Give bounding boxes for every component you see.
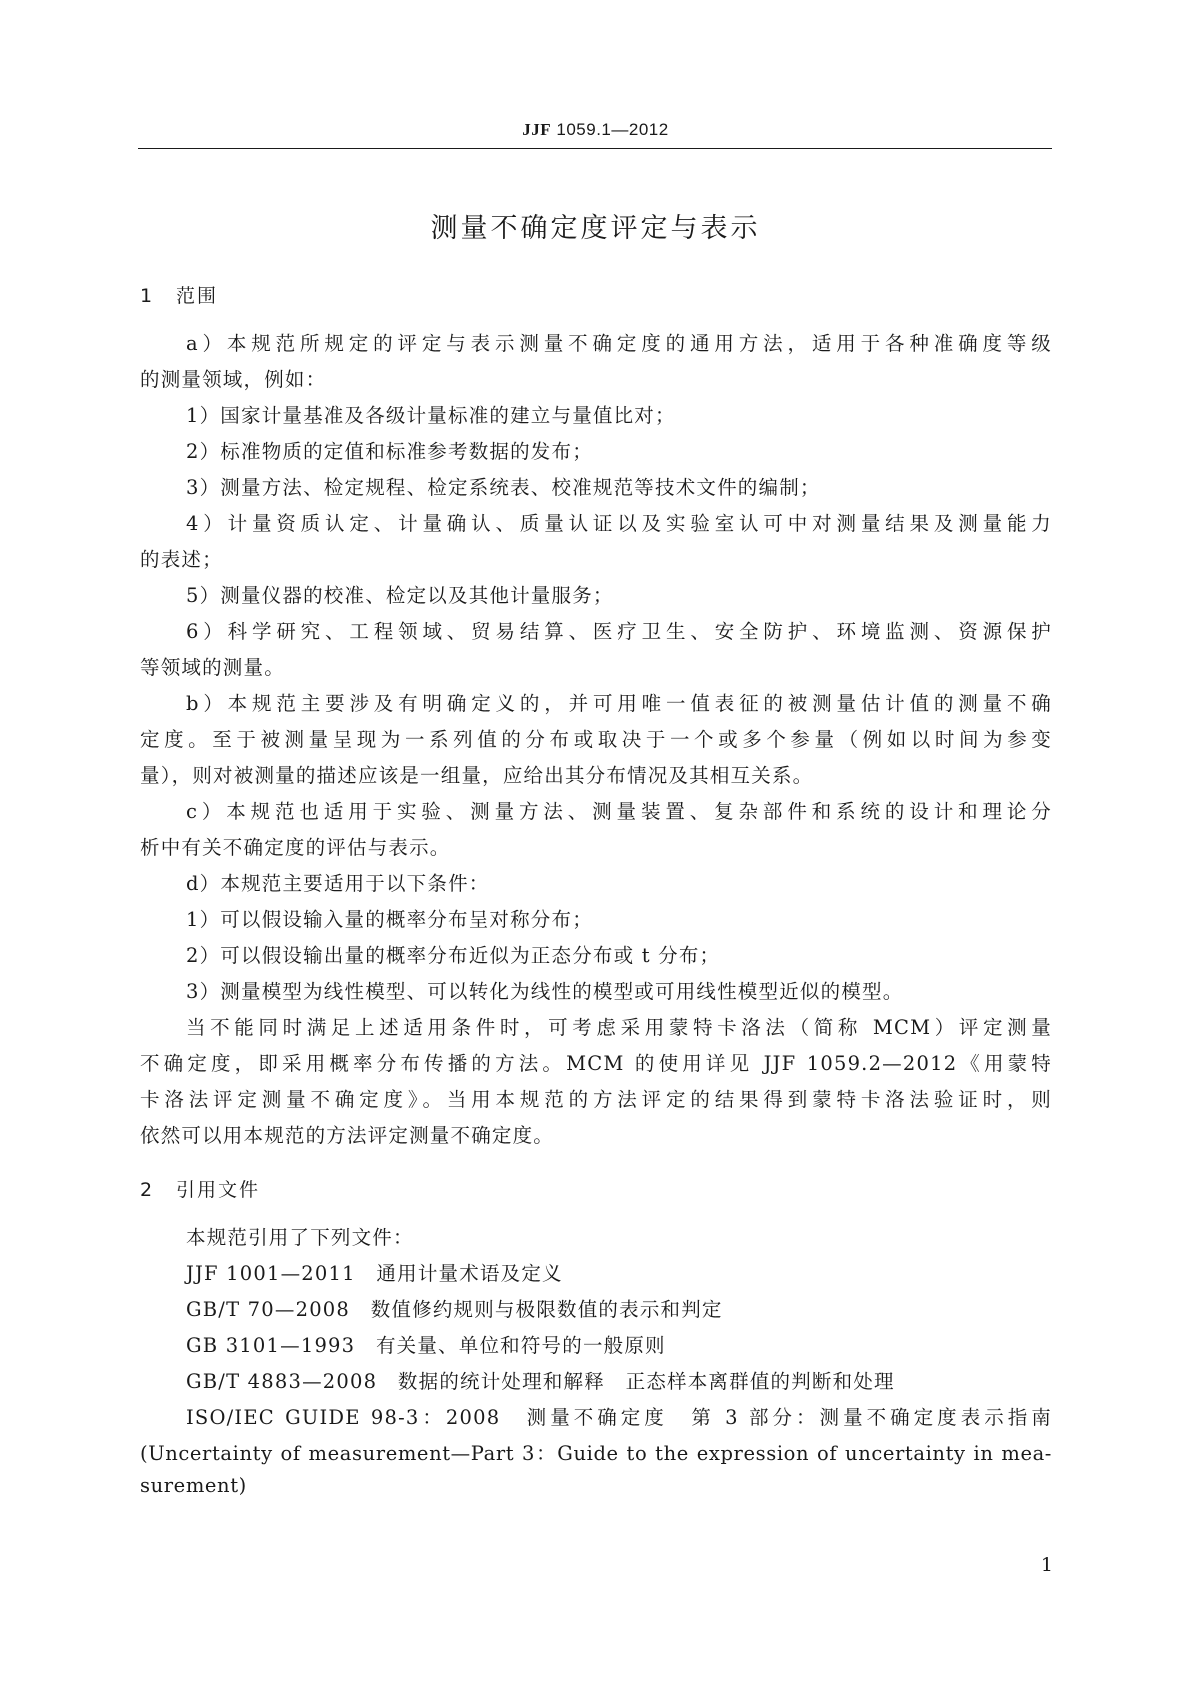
paragraph-line: b）本规范主要涉及有明确定义的，并可用唯一值表征的被测量估计值的测量不确 xyxy=(186,692,1052,715)
page-number: 1 xyxy=(1040,1554,1053,1576)
paragraph-line: 等领域的测量。 xyxy=(140,656,285,679)
section-2-heading xyxy=(140,1175,260,1202)
reference-item: ISO/IEC GUIDE 98-3：2008 测量不确定度 第 3 部分：测量不确定度表示指南 xyxy=(186,1406,1052,1429)
paragraph-line: 当不能同时满足上述适用条件时，可考虑采用蒙特卡洛法（简称 MCM）评定测量 xyxy=(186,1016,1052,1039)
section-1-heading xyxy=(140,281,218,308)
reference-item-continued: surement) xyxy=(140,1474,247,1497)
document-title: 测量不确定度评定与表示 xyxy=(430,213,761,244)
paragraph-line: 不确定度，即采用概率分布传播的方法。MCM 的使用详见 JJF 1059.2—2012《用蒙特 xyxy=(140,1052,1052,1075)
paragraph-line: 本规范引用了下列文件： xyxy=(186,1226,414,1249)
paragraph-line: 析中有关不确定度的评估与表示。 xyxy=(140,836,451,859)
list-item: 1）国家计量基准及各级计量标准的建立与量值比对； xyxy=(186,404,676,427)
section-1-number: 1 xyxy=(140,285,155,307)
section-2-number: 2 xyxy=(140,1179,155,1201)
list-item: 5）测量仪器的校准、检定以及其他计量服务； xyxy=(186,584,614,607)
list-item: 6）科学研究、工程领域、贸易结算、医疗卫生、安全防护、环境监测、资源保护 xyxy=(186,620,1052,643)
list-item: 3）测量方法、检定规程、检定系统表、校准规范等技术文件的编制； xyxy=(186,476,821,499)
list-item: 1）可以假设输入量的概率分布呈对称分布； xyxy=(186,908,593,931)
reference-item: GB/T 70—2008 数值修约规则与极限数值的表示和判定 xyxy=(186,1298,723,1321)
reference-item: JJF 1001—2011 通用计量术语及定义 xyxy=(186,1262,563,1285)
paragraph-line: a）本规范所规定的评定与表示测量不确定度的通用方法，适用于各种准确度等级 xyxy=(186,332,1052,355)
paragraph-line: 卡洛法评定测量不确定度》。当用本规范的方法评定的结果得到蒙特卡洛法验证时，则 xyxy=(140,1088,1052,1111)
paragraph-line: 依然可以用本规范的方法评定测量不确定度。 xyxy=(140,1124,555,1147)
reference-item: GB/T 4883—2008 数据的统计处理和解释 正态样本离群值的判断和处理 xyxy=(186,1370,895,1393)
standard-code-header xyxy=(0,120,1191,140)
paragraph-line: 定度。至于被测量呈现为一系列值的分布或取决于一个或多个参量（例如以时间为参变 xyxy=(140,728,1052,751)
list-item: 3）测量模型为线性模型、可以转化为线性的模型或可用线性模型近似的模型。 xyxy=(186,980,904,1003)
paragraph-line: 量），则对被测量的描述应该是一组量，应给出其分布情况及其相互关系。 xyxy=(140,764,814,787)
paragraph-line: 的测量领域，例如： xyxy=(140,368,327,391)
list-item: 2）标准物质的定值和标准参考数据的发布； xyxy=(186,440,593,463)
paragraph-line: d）本规范主要适用于以下条件： xyxy=(186,872,490,895)
list-item: 2）可以假设输出量的概率分布近似为正态分布或 t 分布； xyxy=(186,944,721,967)
paragraph-line: 的表述； xyxy=(140,548,223,571)
code-number: 1059.1—2012 xyxy=(551,120,669,139)
reference-item: GB 3101—1993 有关量、单位和符号的一般原则 xyxy=(186,1334,666,1357)
list-item: 4）计量资质认定、计量确认、质量认证以及实验室认可中对测量结果及测量能力 xyxy=(186,512,1052,535)
paragraph-line: c）本规范也适用于实验、测量方法、测量装置、复杂部件和系统的设计和理论分 xyxy=(186,800,1052,823)
section-2-title: 引用文件 xyxy=(176,1179,261,1201)
header-divider xyxy=(138,148,1052,149)
code-prefix: JJF xyxy=(522,120,552,139)
section-1-title: 范围 xyxy=(176,285,219,307)
reference-item-continued: (Uncertainty of measurement—Part 3：Guide to the expression of uncertainty in mea- xyxy=(140,1442,1052,1465)
